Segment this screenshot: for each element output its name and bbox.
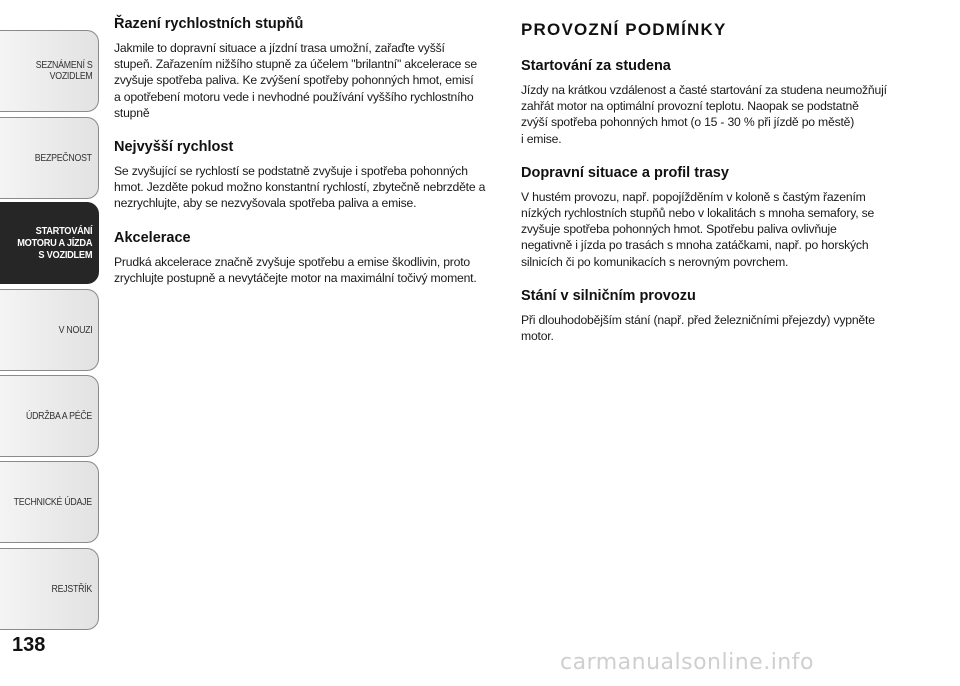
tab-label: TECHNICKÉ ÚDAJE xyxy=(13,496,92,508)
tab-technicke-udaje[interactable] xyxy=(0,461,99,543)
tab-rejstrik[interactable] xyxy=(0,548,99,630)
heading-razeni: Řazení rychlostních stupňů xyxy=(114,16,304,32)
heading-stani: Stání v silničním provozu xyxy=(521,287,696,304)
paragraph-nejvyssi-rychlost: Se zvyšující se rychlostí se podstatně zvyšuje i spotřeba pohonných hmot. Jezděte pokud možno konstantní rychlostí, zbytečně nebrzděte a nezrychlujte, aby se nezvyšovala spotřeba paliva a emise. xyxy=(114,164,486,211)
paragraph-akcelerace: Prudká akcelerace značně zvyšuje spotřebu a emise škodlivin, proto zrychlujte postupně a nevytáčejte motor na maximální točivý moment. xyxy=(114,254,477,285)
heading-akcelerace: Akcelerace xyxy=(114,229,191,246)
tab-seznameni-s-vozidlem[interactable] xyxy=(0,30,99,112)
heading-startovani-za-studena: Startování za studena xyxy=(521,58,671,74)
tab-label: V NOUZI xyxy=(58,324,92,336)
chapter-tabs xyxy=(0,0,100,686)
right-column xyxy=(521,16,911,362)
paragraph-dopravni-situace: V hustém provozu, např. popojížděním v koloně s častým řazením nízkých rychlostních stupňů nebo v lokalitách s mnoha semafory, se zvyšuje spotřeba pohonných hmot. Spotřebu paliva ovlivňuje negativně i jízda po trasách s mnoha zatáčkami, např. po horských silnicích či po komunikacích s nerovným povrchem. xyxy=(521,189,875,269)
tab-label: SEZNÁMENÍ S VOZIDLEM xyxy=(35,60,92,82)
tab-label: STARTOVÁNÍ MOTORU A JÍZDA S VOZIDLEM xyxy=(16,225,92,261)
heading-dopravni-situace: Dopravní situace a profil trasy xyxy=(521,164,729,181)
page-number: 138 xyxy=(12,634,46,656)
tab-label: ÚDRŽBA A PÉČE xyxy=(25,410,92,422)
paragraph-startovani-za-studena: Jízdy na krátkou vzdálenost a časté startování za studena neumožňují zahřát motor na optimální provozní teplotu. Naopak se podstatně zvýší spotřeba pohonných hmot (o 15 - 30 % při jízdě po městě) i emise. xyxy=(521,83,887,146)
paragraph-stani: Při dlouhodobějším stání (např. před železničními přejezdy) vypněte motor. xyxy=(521,312,875,344)
left-column xyxy=(114,16,504,304)
tab-bezpecnost[interactable] xyxy=(0,117,99,199)
section-title: PROVOZNÍ PODMÍNKY xyxy=(521,20,727,39)
watermark: carmanualsonline.info xyxy=(560,650,814,675)
tab-label: REJSTŘÍK xyxy=(51,583,92,595)
tab-udrzba-a-pece[interactable] xyxy=(0,375,99,457)
paragraph-razeni: Jakmile to dopravní situace a jízdní trasa umožní, zařaďte vyšší stupeň. Zařazením nižšího stupně za účelem "brilantní" akcelerace se zvyšuje spotřeba paliva. Ke zvýšení spotřeby pohonných hmot, emisí a opotřebení motoru vede i nevhodné používání vyššího rychlostního stupně xyxy=(114,41,477,120)
tab-startovani-motoru[interactable] xyxy=(0,202,99,284)
tab-v-nouzi[interactable] xyxy=(0,289,99,371)
heading-nejvyssi-rychlost: Nejvyšší rychlost xyxy=(114,139,234,156)
tab-label: BEZPEČNOST xyxy=(34,152,92,164)
